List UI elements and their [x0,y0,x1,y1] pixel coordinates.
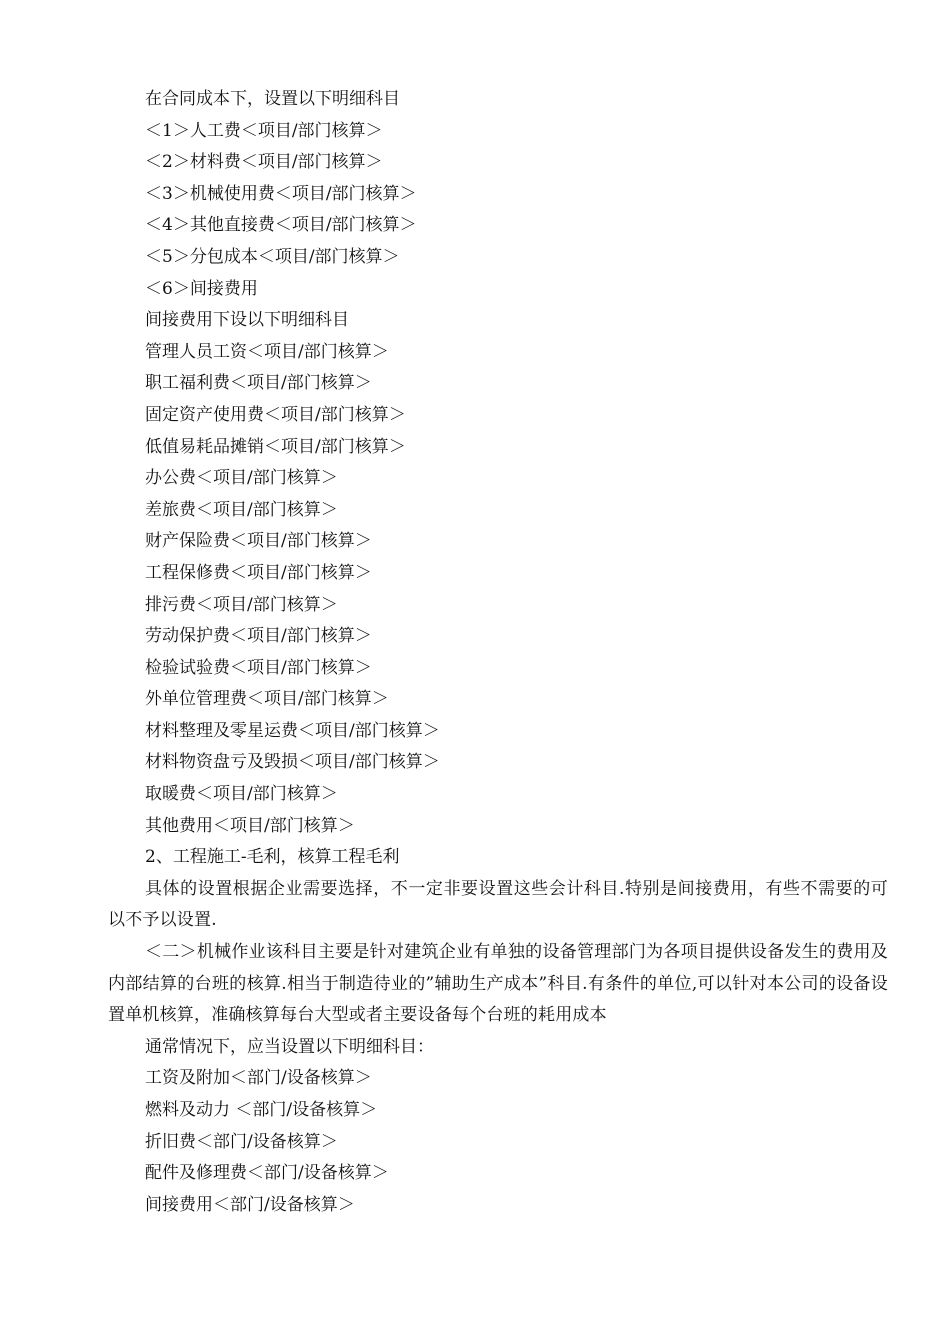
text-line: 排污费＜项目/部门核算＞ [145,594,338,615]
text-line: 其他费用＜项目/部门核算＞ [145,815,355,836]
paragraph: 具体的设置根据企业需要选择，不一定非要设置这些会计科目.特别是间接费用，有些不需要的可以不予以设置. [108,878,888,931]
document-body [108,84,888,1221]
text-line: 燃料及动力 ＜部门/设备核算＞ [145,1100,378,1120]
text-line: ＜4＞其他直接费＜项目/部门核算＞ [145,215,417,236]
text-line: 材料物资盘亏及毁损＜项目/部门核算＞ [145,752,440,773]
section-heading: 2、工程施工-毛利，核算工程毛利 [145,847,400,868]
text-line: 工程保修费＜项目/部门核算＞ [145,562,372,583]
text-line: 低值易耗品摊销＜项目/部门核算＞ [145,436,406,457]
text-line: 办公费＜项目/部门核算＞ [145,468,338,489]
text-line: 材料整理及零星运费＜项目/部门核算＞ [145,720,440,741]
text-line: 在合同成本下，设置以下明细科目 [145,89,400,109]
text-line: 职工福利费＜项目/部门核算＞ [145,373,372,394]
text-line: 劳动保护费＜项目/部门核算＞ [145,626,372,647]
text-line: 管理人员工资＜项目/部门核算＞ [145,341,389,362]
text-line: 折旧费＜部门/设备核算＞ [145,1131,338,1152]
text-line: 工资及附加＜部门/设备核算＞ [145,1068,372,1089]
text-line: ＜1＞人工费＜项目/部门核算＞ [145,120,383,141]
text-line: 间接费用＜部门/设备核算＞ [145,1194,355,1215]
text-line: ＜5＞分包成本＜项目/部门核算＞ [145,246,400,267]
paragraph: ＜二＞机械作业该科目主要是针对建筑企业有单独的设备管理部门为各项目提供设备发生的费用及内部结算的台班的核算.相当于制造待业的”辅助生产成本”科目.有条件的单位,可以针对本公司的设备设置单机核算，准确核算每台大型或者主要设备每个台班的耗用成本 [108,942,888,1026]
text-line: 差旅费＜项目/部门核算＞ [145,499,338,520]
text-line: 间接费用下设以下明细科目 [145,310,349,331]
text-line: 通常情况下，应当设置以下明细科目： [145,1036,434,1057]
text-line: ＜3＞机械使用费＜项目/部门核算＞ [145,183,417,204]
text-line: ＜2＞材料费＜项目/部门核算＞ [145,152,383,173]
text-line: 固定资产使用费＜项目/部门核算＞ [145,404,406,425]
text-line: 检验试验费＜项目/部门核算＞ [145,657,372,678]
text-line: 外单位管理费＜项目/部门核算＞ [145,689,389,710]
text-line: ＜6＞间接费用 [145,278,258,299]
text-line: 配件及修理费＜部门/设备核算＞ [145,1163,389,1184]
text-line: 取暖费＜项目/部门核算＞ [145,784,338,805]
text-line: 财产保险费＜项目/部门核算＞ [145,531,372,552]
